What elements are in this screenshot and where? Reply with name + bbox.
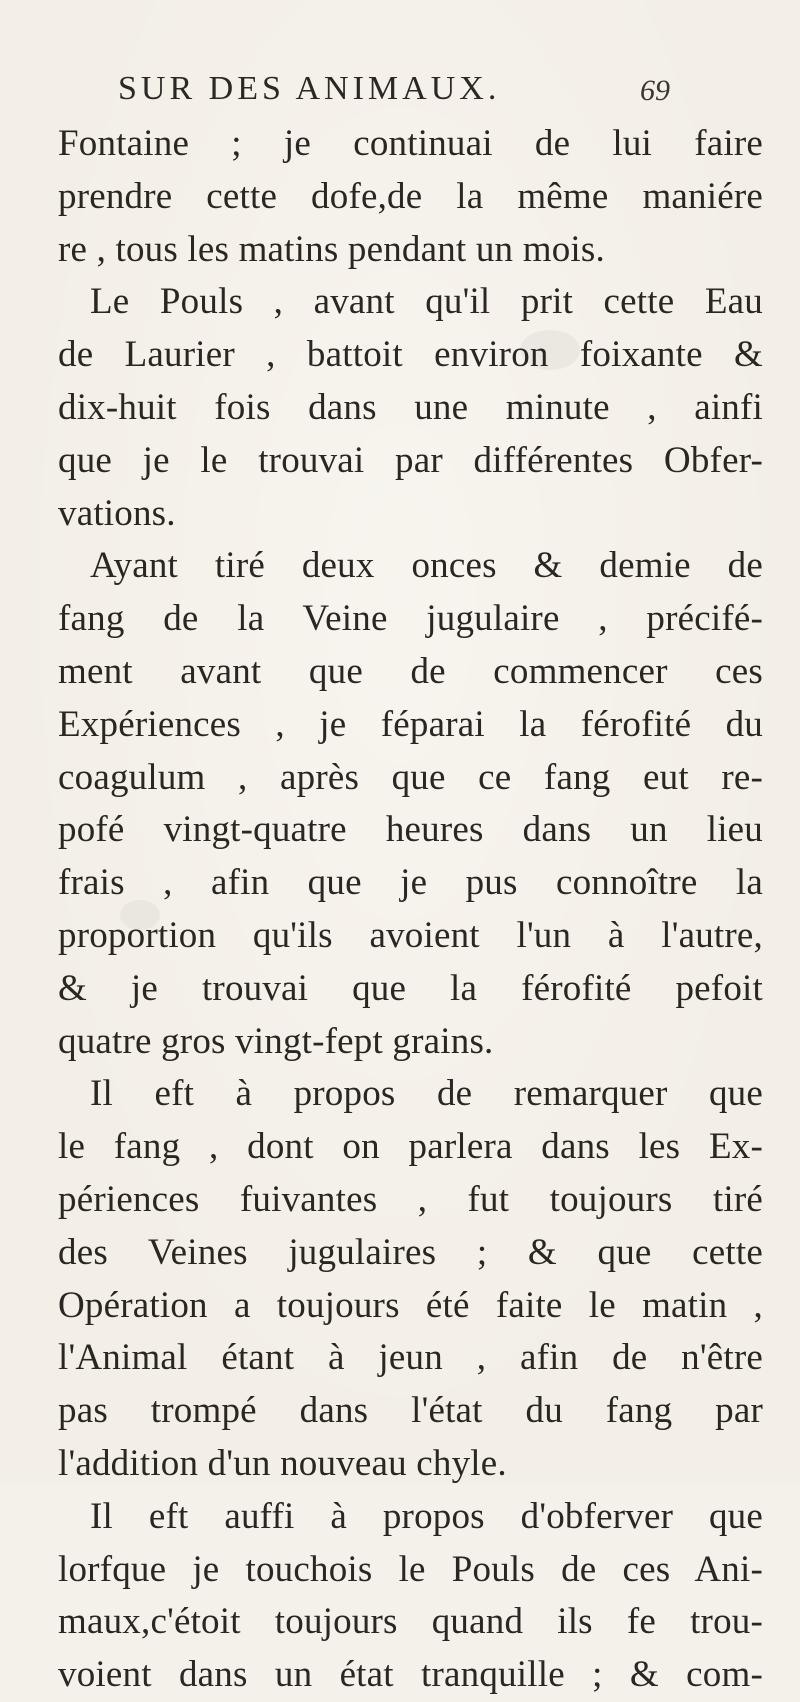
page-header [110,70,670,116]
text-line: frais , afin que je pus connoître la [58,862,763,904]
text-line: Le Pouls , avant qu'il prit cette Eau [90,281,763,323]
text-line: pofé vingt-quatre heures dans un lieu [58,809,763,851]
text-line: des Veines jugulaires ; & que cette [58,1231,763,1273]
text-line: Il eft à propos de remarquer que [90,1073,763,1115]
text-line: voient dans un état tranquille ; & com- [58,1654,763,1696]
text-line: Expériences , je féparai la férofité du [58,703,763,745]
text-line: quatre gros vingt-fept grains. [58,1020,494,1062]
text-line: maux,c'étoit toujours quand ils fe trou- [58,1601,763,1643]
text-line: pas trompé dans l'état du fang par [58,1390,763,1432]
text-line: prendre cette dofe,de la même maniére [58,175,763,217]
text-line: l'Animal étant à jeun , afin de n'être [58,1337,763,1379]
text-line: re , tous les matins pendant un mois. [58,228,605,270]
text-line: que je le trouvai par différentes Obfer- [58,439,763,481]
text-line: proportion qu'ils avoient l'un à l'autre, [58,914,763,956]
text-line: périences fuivantes , fut toujours tiré [58,1178,763,1220]
text-line: l'addition d'un nouveau chyle. [58,1442,507,1484]
body-text [58,118,763,1702]
text-line: dix-huit fois dans une minute , ainfi [58,386,763,428]
page-number: 69 [640,74,670,107]
text-line: & je trouvai que la férofité pefoit [58,967,763,1009]
text-line: lorfque je touchois le Pouls de ces Ani- [58,1548,763,1590]
text-line: de Laurier , battoit environ foixante & [58,334,763,376]
text-line: Il eft auffi à propos d'obferver que [90,1495,763,1537]
text-line: Fontaine ; je continuai de lui faire [58,123,763,164]
text-line: coagulum , après que ce fang eut re- [58,756,763,798]
text-line: Ayant tiré deux onces & demie de [90,545,763,587]
text-line: fang de la Veine jugulaire , précifé- [58,598,763,640]
running-head: SUR DES ANIMAUX. [118,70,501,107]
text-line: vations. [58,492,176,534]
text-line: ment avant que de commencer ces [58,650,763,692]
text-line: Opération a toujours été faite le matin , [58,1284,763,1326]
text-line: le fang , dont on parlera dans les Ex- [58,1126,763,1168]
